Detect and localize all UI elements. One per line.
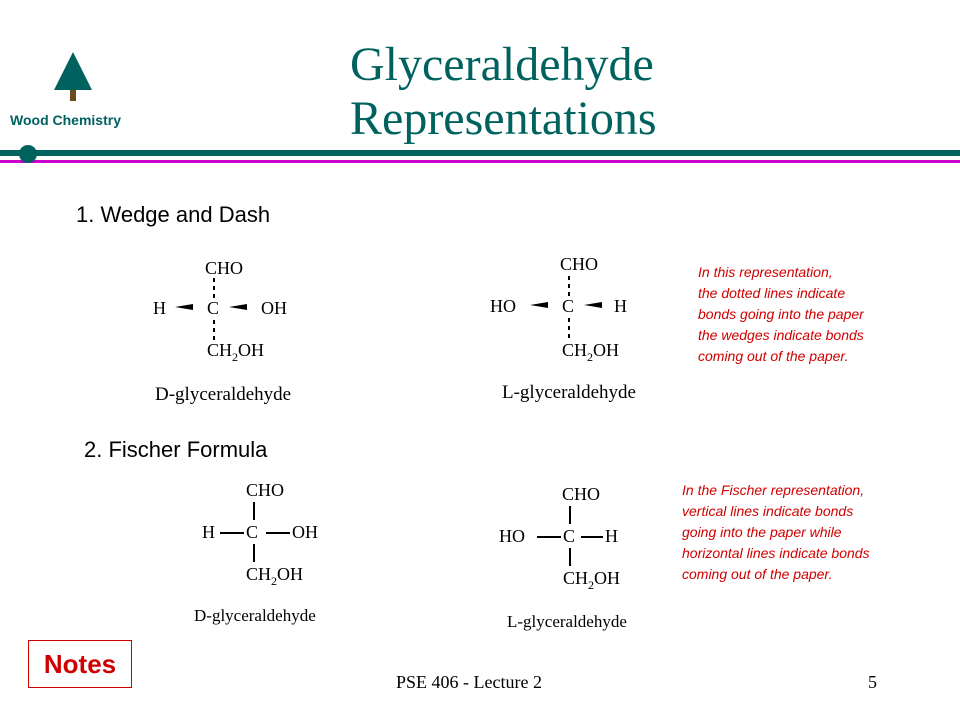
title-line-2: Representations [350,92,657,145]
group-right: H [614,296,627,316]
group-right: OH [261,298,287,318]
structure-caption: L-glyceraldehyde [507,612,627,631]
bottom-post: OH [277,564,304,584]
group-bottom [563,568,620,593]
group-left: H [153,298,166,318]
bottom-post: OH [593,340,620,360]
section-heading-wedge-dash: 1. Wedge and Dash [76,202,271,227]
note-line: going into the paper while [682,524,842,540]
group-bottom [246,564,303,589]
bottom-sub: 2 [587,350,594,364]
note-line: horizontal lines indicate bonds [682,545,870,561]
divider-bullet [16,142,40,166]
section-heading-fischer: 2. Fischer Formula [84,437,268,462]
group-bottom [562,340,619,365]
structure-caption: D-glyceraldehyde [155,384,292,405]
group-top: CHO [246,480,285,500]
note-line: coming out of the paper. [698,348,849,364]
group-right: H [605,526,618,546]
page-title [350,38,657,146]
divider-teal [0,150,960,156]
structure-d-wedge-dash [145,252,345,405]
note-line: the wedges indicate bonds [698,327,864,343]
wedge-dash-note [698,262,864,367]
carbon-center: C [562,296,575,316]
bottom-post: OH [238,340,265,360]
group-left: HO [499,526,525,546]
bottom-pre: CH [563,568,589,588]
divider-magenta [0,160,960,163]
footer-page-number: 5 [868,672,877,692]
note-line: coming out of the paper. [682,566,833,582]
note-line: In the Fischer representation, [682,482,865,498]
note-line: bonds going into the paper [698,306,864,322]
logo-label: Wood Chemistry [10,112,121,128]
structure-bonds [145,252,345,402]
structure-caption: L-glyceraldehyde [502,382,636,403]
fischer-note [682,480,870,585]
title-line-1: Glyceraldehyde [350,38,654,91]
group-top: CHO [560,254,599,274]
notes-button[interactable]: Notes [28,640,132,688]
bottom-post: OH [594,568,621,588]
group-right: OH [292,522,318,542]
tree-icon [52,52,94,102]
group-bottom [207,340,264,365]
group-top: CHO [205,258,244,278]
note-line: the dotted lines indicate [698,285,846,301]
structure-caption: D-glyceraldehyde [194,606,316,625]
structure-l-fischer [497,482,672,638]
bottom-pre: CH [207,340,233,360]
note-line: vertical lines indicate bonds [682,503,854,519]
carbon-center: C [563,526,576,546]
bottom-sub: 2 [271,574,278,588]
structure-d-fischer [194,478,370,630]
bottom-sub: 2 [232,350,239,364]
group-left: HO [490,296,516,316]
carbon-center: C [207,298,220,318]
bottom-pre: CH [246,564,272,584]
footer-course: PSE 406 - Lecture 2 [396,672,542,692]
bottom-sub: 2 [588,578,595,592]
group-left: H [202,522,215,542]
note-line: In this representation, [698,264,833,280]
structure-l-wedge-dash [490,250,665,408]
carbon-center: C [246,522,259,542]
bottom-pre: CH [562,340,588,360]
group-top: CHO [562,484,601,504]
